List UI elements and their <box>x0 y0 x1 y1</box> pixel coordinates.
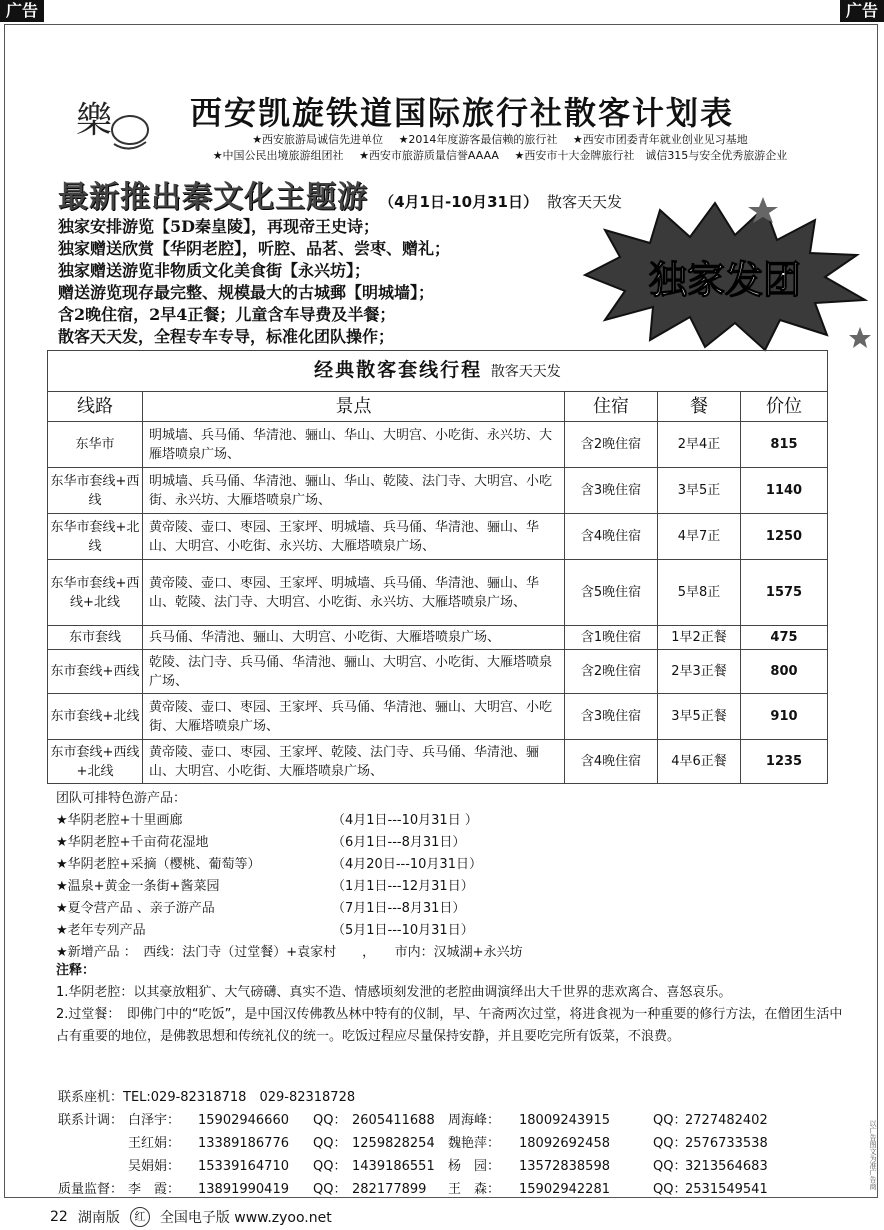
svg-text:樂: 樂 <box>76 100 113 141</box>
contact-phone: 13572838598 <box>519 1159 610 1174</box>
route-table <box>47 350 828 784</box>
table-row <box>48 626 828 650</box>
route-cell: 东市套线 <box>48 626 143 650</box>
table-caption <box>48 351 828 392</box>
contact-qq: 2727482402 <box>685 1113 768 1128</box>
contact-role <box>58 1155 128 1178</box>
contact-role: 联系计调： <box>58 1113 124 1128</box>
contact-qq-label: QQ： <box>653 1182 687 1197</box>
contact-name: 王红娟： <box>128 1136 181 1151</box>
notes-section <box>56 960 846 1048</box>
stay-cell: 含3晚住宿 <box>565 468 658 514</box>
theme-title: 最新推出秦文化主题游 <box>58 180 368 215</box>
contact-qq: 3213564683 <box>685 1159 768 1174</box>
side-note: 以广告图文为准广告商 <box>869 1120 877 1190</box>
header-sights: 景点 <box>143 392 565 422</box>
contact-phone: 18092692458 <box>519 1136 610 1151</box>
meals-cell: 5早8正 <box>658 560 741 626</box>
honor-item: ★中国公民出境旅游组团社 <box>212 149 344 162</box>
sights-cell: 明城墙、兵马俑、华清池、骊山、华山、乾陵、法门寺、大明宫、小吃街、永兴坊、大雁塔喷泉广场、 <box>143 468 565 514</box>
route-cell: 东华市套线+西线 <box>48 468 143 514</box>
site-link[interactable]: 全国电子版 www.zyoo.net <box>159 1210 332 1226</box>
note-line: 1.华阴老腔：以其豪放粗犷、大气磅礴、真实不造、情感顷刻发泄的老腔曲调演绎出大千世界的悲欢离合、喜怒哀乐。 <box>56 985 732 1000</box>
contact-qq-label: QQ： <box>313 1159 347 1174</box>
contact-name: 吴娟娟： <box>128 1159 181 1174</box>
contact-qq: 1259828254 <box>352 1136 435 1151</box>
contact-qq: 282177899 <box>352 1182 427 1197</box>
feature-item: 散客天天发，全程专车专导，标准化团队操作； <box>58 327 395 346</box>
price-cell: 1575 <box>741 560 828 626</box>
meals-cell: 4早6正餐 <box>658 740 741 784</box>
feature-item: 独家安排游览【5D秦皇陵】，再现帝王史诗； <box>58 217 380 236</box>
feature-item: 独家赠送欣赏【华阴老腔】，听腔、品茗、尝枣、赠礼； <box>58 239 451 258</box>
contact-qq: 2605411688 <box>352 1113 435 1128</box>
contact-phone: 18009243915 <box>519 1113 610 1128</box>
route-cell: 东华市套线+北线 <box>48 514 143 560</box>
product-period: （5月1日---10月31日） <box>332 923 474 938</box>
contact-phone: 15902946660 <box>198 1113 289 1128</box>
contact-name: 王 森： <box>448 1182 501 1197</box>
table-caption-sub: 散客天天发 <box>490 363 561 380</box>
contact-qq-label: QQ： <box>313 1136 347 1151</box>
sights-cell: 黄帝陵、壶口、枣园、王家坪、兵马俑、华清池、骊山、大明宫、小吃街、大雁塔喷泉广场、 <box>143 694 565 740</box>
product-period: （4月1日---10月31日 ） <box>332 813 478 828</box>
sights-cell: 黄帝陵、壶口、枣园、王家坪、明城墙、兵马俑、华清池、骊山、华山、乾陵、法门寺、大明宫、小吃街、永兴坊、大雁塔喷泉广场、 <box>143 560 565 626</box>
product-name: ★老年专列产品 <box>56 923 146 938</box>
sights-cell: 乾陵、法门寺、兵马俑、华清池、骊山、大明宫、小吃街、大雁塔喷泉广场、 <box>143 650 565 694</box>
contact-phone: 13891990419 <box>198 1182 289 1197</box>
theme-daily: 散客天天发 <box>547 193 623 211</box>
stay-cell: 含3晚住宿 <box>565 694 658 740</box>
product-period: （7月1日---8月31日） <box>332 901 466 916</box>
hotline: 联系座机：TEL:029-82318718 029-82318728 <box>58 1090 356 1105</box>
honor-item: ★2014年度游客最信赖的旅行社 <box>398 133 558 146</box>
honor-item: ★西安市团委青年就业创业见习基地 <box>572 133 748 146</box>
theme-date: （4月1日-10月31日） <box>379 193 538 211</box>
price-cell: 815 <box>741 422 828 468</box>
contact-role: 质量监督： <box>58 1182 124 1197</box>
meals-cell: 2早3正餐 <box>658 650 741 694</box>
table-row <box>48 650 828 694</box>
product-period: （1月1日---12月31日） <box>332 879 474 894</box>
exclusive-badge <box>565 195 875 355</box>
meals-cell: 1早2正餐 <box>658 626 741 650</box>
honor-item: ★西安旅游局诚信先进单位 <box>252 133 384 146</box>
stay-cell: 含4晚住宿 <box>565 740 658 784</box>
product-item <box>56 898 523 920</box>
product-item <box>56 920 523 942</box>
honors-line-2 <box>170 148 830 164</box>
contacts-section <box>58 1086 768 1201</box>
contact-qq-label: QQ： <box>313 1182 347 1197</box>
price-cell: 910 <box>741 694 828 740</box>
product-period: （6月1日---8月31日） <box>332 835 466 850</box>
header-price: 价位 <box>741 392 828 422</box>
route-cell: 东市套线+北线 <box>48 694 143 740</box>
product-name: ★华阴老腔+十里画廊 <box>56 813 183 828</box>
table-caption-title: 经典散客套线行程 <box>314 358 483 381</box>
note-line: 2.过堂餐： 即佛门中的“吃饭”，是中国汉传佛教丛林中特有的仪制，早、午斋两次过堂，将进食视为一种重要的修行方法，在僧团生活中占有重要的地位，是佛教思想和传统礼仪的统一。吃饭过程应尽量保持安静，并且要吃完所有饭菜，不浪费。 <box>56 1007 843 1044</box>
contact-row <box>58 1178 768 1201</box>
contact-row <box>58 1109 768 1132</box>
meals-cell: 4早7正 <box>658 514 741 560</box>
sights-cell: 明城墙、兵马俑、华清池、骊山、华山、大明宫、小吃街、永兴坊、大雁塔喷泉广场、 <box>143 422 565 468</box>
meals-cell: 3早5正 <box>658 468 741 514</box>
meals-cell: 3早5正餐 <box>658 694 741 740</box>
star-icon <box>849 327 871 348</box>
table-header-row <box>48 392 828 422</box>
ad-label-right: 广告 <box>840 0 884 22</box>
header-route: 线路 <box>48 392 143 422</box>
honors-line-1 <box>170 132 830 148</box>
header-meals: 餐 <box>658 392 741 422</box>
feature-list <box>58 216 450 348</box>
route-cell: 东市套线+西线 <box>48 650 143 694</box>
contact-qq: 1439186551 <box>352 1159 435 1174</box>
product-name: ★夏令营产品 、亲子游产品 <box>56 901 215 916</box>
honor-item: ★西安市旅游质量信誉AAAA <box>359 149 499 162</box>
table-row <box>48 694 828 740</box>
route-cell: 东华市套线+西线+北线 <box>48 560 143 626</box>
route-cell: 东市套线+西线+北线 <box>48 740 143 784</box>
table-row <box>48 514 828 560</box>
sights-cell: 黄帝陵、壶口、枣园、王家坪、乾陵、法门寺、兵马俑、华清池、骊山、大明宫、小吃街、大雁塔喷泉广场、 <box>143 740 565 784</box>
feature-item: 含2晚住宿，2早4正餐；儿童含车导费及半餐； <box>58 305 396 324</box>
route-cell: 东华市 <box>48 422 143 468</box>
product-item <box>56 876 523 898</box>
contact-row <box>58 1155 768 1178</box>
contact-qq-label: QQ： <box>313 1113 347 1128</box>
contact-name: 魏艳萍： <box>448 1136 501 1151</box>
contact-name: 李 霞： <box>128 1182 181 1197</box>
sights-cell: 兵马俑、华清池、骊山、大明宫、小吃街、大雁塔喷泉广场、 <box>143 626 565 650</box>
table-caption-row <box>48 351 828 392</box>
page-title: 西安凯旋铁道国际旅行社散客计划表 <box>190 94 735 132</box>
badge-text: 独家发团 <box>648 257 802 302</box>
feature-item: 赠送游览现存最完整、规模最大的古城郵【明城墙】； <box>58 283 435 302</box>
product-item <box>56 832 523 854</box>
honor-item: ★西安市十大金牌旅行社 诚信315与安全优秀旅游企业 <box>514 149 788 162</box>
table-row <box>48 560 828 626</box>
table-row <box>48 422 828 468</box>
price-cell: 1250 <box>741 514 828 560</box>
page-number: 22 <box>50 1209 68 1225</box>
contact-phone: 15902942281 <box>519 1182 610 1197</box>
stay-cell: 含2晚住宿 <box>565 422 658 468</box>
contact-qq-label: QQ： <box>653 1159 687 1174</box>
product-name: ★华阴老腔+采摘（樱桃、葡萄等） <box>56 857 261 872</box>
contact-qq-label: QQ： <box>653 1113 687 1128</box>
sights-cell: 黄帝陵、壶口、枣园、王家坪、明城墙、兵马俑、华清池、骊山、华山、大明宫、小吃街、永兴坊、大雁塔喷泉广场、 <box>143 514 565 560</box>
contact-name: 杨 园： <box>448 1159 501 1174</box>
contact-qq: 2576733538 <box>685 1136 768 1151</box>
contact-qq-label: QQ： <box>653 1136 687 1151</box>
stay-cell: 含2晚住宿 <box>565 650 658 694</box>
theme-banner <box>58 172 622 216</box>
product-item <box>56 810 523 832</box>
edition-badge-icon: 红 <box>130 1207 150 1227</box>
contact-phone: 13389186776 <box>198 1136 289 1151</box>
table-row <box>48 740 828 784</box>
contact-phone: 15339164710 <box>198 1159 289 1174</box>
feature-item: 独家赠送游览非物质文化美食街【永兴坊】； <box>58 261 371 280</box>
price-cell: 475 <box>741 626 828 650</box>
contact-row <box>58 1132 768 1155</box>
product-name: ★温泉+黄金一条街+酱菜园 <box>56 879 220 894</box>
header-stay: 住宿 <box>565 392 658 422</box>
price-cell: 1140 <box>741 468 828 514</box>
product-item <box>56 854 523 876</box>
price-cell: 1235 <box>741 740 828 784</box>
contact-name: 周海峰： <box>448 1113 501 1128</box>
page-footer <box>50 1207 332 1227</box>
stay-cell: 含4晚住宿 <box>565 514 658 560</box>
contact-qq: 2531549541 <box>685 1182 768 1197</box>
stay-cell: 含5晚住宿 <box>565 560 658 626</box>
products-heading: 团队可排特色游产品： <box>56 791 187 806</box>
ad-label-left: 广告 <box>0 0 44 22</box>
stay-cell: 含1晚住宿 <box>565 626 658 650</box>
new-product-item: ★新增产品 ： 西线：法门寺（过堂餐）+袁家村 ， 市内：汉城湖+永兴坊 <box>56 945 523 960</box>
price-cell: 800 <box>741 650 828 694</box>
contact-name: 白泽宇： <box>128 1113 181 1128</box>
meals-cell: 2早4正 <box>658 422 741 468</box>
table-row <box>48 468 828 514</box>
notes-heading: 注释： <box>56 963 96 978</box>
special-products <box>56 788 523 964</box>
company-logo <box>72 92 152 156</box>
edition-label: 湖南版 <box>77 1210 120 1226</box>
contact-role <box>58 1132 128 1155</box>
product-name: ★华阴老腔+千亩荷花湿地 <box>56 835 209 850</box>
product-period: （4月20日---10月31日） <box>332 857 482 872</box>
